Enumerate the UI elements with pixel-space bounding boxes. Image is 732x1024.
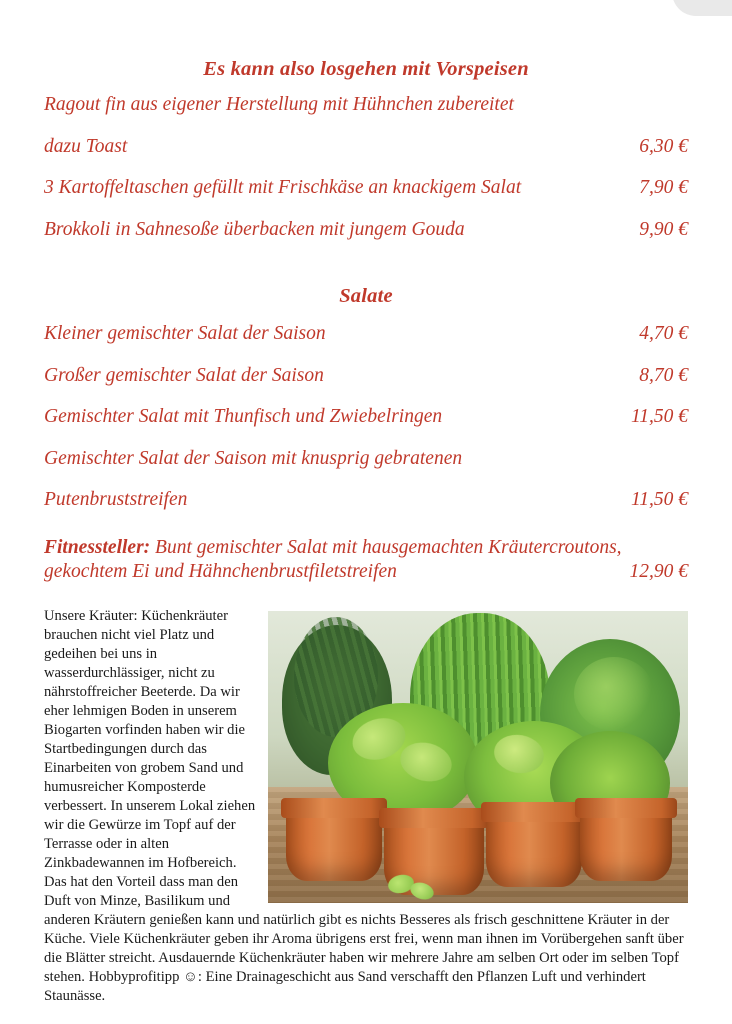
herb-pots-photo xyxy=(268,611,688,903)
menu-item-price: 11,50 € xyxy=(630,406,688,427)
menu-item-name: 3 Kartoffeltaschen gefüllt mit Frischkäse an knackigem Salat xyxy=(44,177,522,198)
section-heading-salate: Salate xyxy=(339,285,393,307)
menu-item-price: 4,70 € xyxy=(639,323,688,344)
menu-item-name: Kleiner gemischter Salat der Saison xyxy=(44,323,326,344)
herbs-text-block xyxy=(40,607,692,1005)
menu-item-name: Ragout fin aus eigener Herstellung mit Hühnchen zubereitet xyxy=(44,94,514,115)
menu-item-price: 11,50 € xyxy=(630,489,688,510)
menu-item xyxy=(40,490,692,510)
menu-item xyxy=(40,449,692,469)
menu-item xyxy=(40,178,692,198)
fitnessteller-description-line1: Bunt gemischter Salat mit hausgemachten Kräutercroutons, xyxy=(150,536,622,558)
fitnessteller-price: 12,90 € xyxy=(629,561,688,583)
menu-item-name: Gemischter Salat der Saison mit knusprig gebratenen xyxy=(44,447,463,469)
section-heading-vorspeisen: Es kann also losgehen mit Vorspeisen xyxy=(203,58,529,80)
clay-pot-3 xyxy=(486,811,582,887)
menu-item-name: Großer gemischter Salat der Saison xyxy=(44,364,324,386)
fitnessteller-description-line2: gekochtem Ei und Hähnchenbrustfiletstreifen xyxy=(44,561,397,583)
menu-item-price: 6,30 € xyxy=(639,135,688,157)
clay-pot-4 xyxy=(580,807,672,881)
menu-item-name: Gemischter Salat mit Thunfisch und Zwiebelringen xyxy=(44,406,443,427)
menu-item xyxy=(40,137,692,157)
fitnessteller-label: Fitnessteller: xyxy=(44,536,151,558)
menu-item-price: 9,90 € xyxy=(639,218,688,240)
menu-item xyxy=(40,95,692,115)
menu-item-name: Brokkoli in Sahnesoße überbacken mit jungem Gouda xyxy=(44,218,465,240)
herbs-paragraph: Unsere Kräuter: Küchenkräuter brauchen nicht viel Platz und gedeihen bei uns in wasserdurchlässiger, nicht zu nährstoffreicher Beeterde. Da wir eher lehmigen Boden in unserem Biogarten vorfinden haben wir die Startbedingungen durch das Einarbeiten von grobem Sand und humusreicher Komposterde verbessert. In unserem Lokal ziehen wir die Gewürze im Topf auf der Terrasse oder in alten Zinkbadewannen im Hofbereich. Das hat den Vorteil dass man den Duft von Minze, Basilikum und anderen Kräutern genießen kann und natürlich gibt es nichts Besseres als frisch geschnittene Kräuter in der Küche. Viele Küchenkräuter geben ihr Aroma übrigens erst frei, wenn man ihnen im Vorübergehen sanft über die Blätter streicht. Ausdauernde Küchenkräuter haben wir mehrere Jahre am selben Ort oder im selben Topf stehen. Hobbyprofitipp ☺: Eine Drainageschicht aus Sand verschafft den Pflanzen Luft und verhindert Staunässe. xyxy=(44,608,684,1004)
menu-item-price: 7,90 € xyxy=(639,177,688,198)
menu-item xyxy=(40,407,692,427)
menu-item-name: Putenbruststreifen xyxy=(44,489,188,510)
clay-pot-1 xyxy=(286,807,382,881)
menu-item-fitnessteller xyxy=(40,536,692,586)
menu-item-name: dazu Toast xyxy=(44,135,128,157)
menu-item-price: 8,70 € xyxy=(639,364,688,386)
menu-item xyxy=(40,220,692,240)
menu-item xyxy=(40,366,692,386)
menu-item xyxy=(40,324,692,344)
parsley-highlight xyxy=(574,657,654,731)
